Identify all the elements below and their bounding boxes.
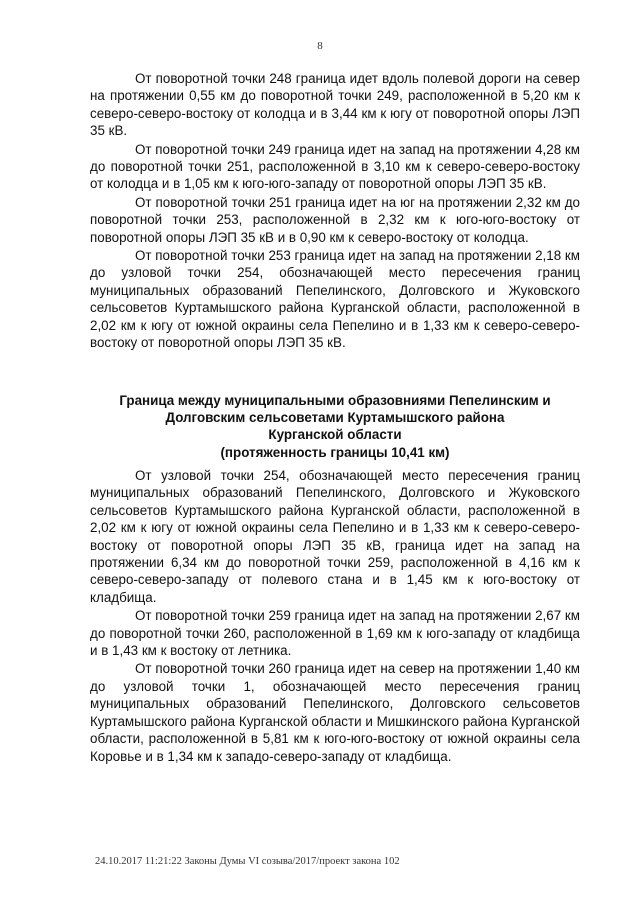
section-heading (90, 392, 580, 461)
document-footer: 24.10.2017 11:21:22 Законы Думы VI созыва/2017/проект закона 102 (95, 856, 400, 867)
paragraph: От поворотной точки 260 граница идет на север на протяжении 1,40 км до узловой точки 1, обозначающей место пересечения границ муниципальных образований Пепелинского, Долговского сельсоветов Куртамышского района Курганской области и Мишкинского района Курганской области, расположенной в 5,81 км к юго-юго-востоку от южной окраины села Коровье и в 1,34 км к западо-северо-западу от кладбища. (90, 661, 580, 764)
heading-line: Курганской области (268, 427, 402, 443)
paragraph: От поворотной точки 253 граница идет на запад на протяжении 2,18 км до узловой точки 254, обозначающей место пересечения границ муниципальных образований Пепелинского, Долговского и Жуковского сельсоветов Куртамышского района Курганской области, расположенной в 2,02 км к югу от южной окраины села Пепелино и в 1,33 км к северо-северо-востоку от поворотной опоры ЛЭП 35 кВ. (90, 248, 580, 351)
text-block-top (90, 70, 580, 353)
paragraph: От поворотной точки 251 граница идет на юг на протяжении 2,32 км до поворотной точки 253, расположенной в 2,32 км к юго-юго-востоку от поворотной опоры ЛЭП 35 кВ и в 0,90 км к северо-востоку от колодца. (90, 194, 580, 245)
paragraph: От поворотной точки 259 граница идет на запад на протяжении 2,67 км до поворотной точки 260, расположенной в 1,69 км к юго-западу от кладбища и в 1,43 км к востоку от летника. (90, 608, 580, 659)
paragraph: От поворотной точки 249 граница идет на запад на протяжении 4,28 км до поворотной точки 251, расположенной в 3,10 км к северо-северо-востоку от колодца и в 1,05 км к юго-юго-западу от поворотной опоры ЛЭП 35 кВ. (90, 141, 580, 192)
paragraph: От поворотной точки 248 граница идет вдоль полевой дороги на север на протяжении 0,55 км до поворотной точки 249, расположенной в 5,20 км к северо-северо-востоку от колодца и в 3,44 км к югу от поворотной опоры ЛЭП 35 кВ. (90, 71, 580, 139)
page-number: 8 (317, 40, 323, 52)
paragraph: От узловой точки 254, обозначающей место пересечения границ муниципальных образований Пепелинского, Долговского и Жуковского сельсоветов Куртамышского района Курганской области, расположенной в 2,02 км к югу от южной окраины села Пепелино и в 1,33 км к северо-северо-востоку от поворотной опоры ЛЭП 35 кВ, граница идет на запад на протяжении 6,34 км до поворотной точки 259, расположенной в 4,16 км к северо-северо-западу от полевого стана и в 1,45 км к юго-востоку от кладбища. (90, 468, 580, 605)
heading-line: (протяженность границы 10,41 км) (220, 444, 450, 460)
heading-line: Долговским сельсоветами Куртамышского района (165, 410, 505, 426)
heading-line: Граница между муниципальными образовниями Пепелинским и (119, 393, 551, 408)
text-block-bottom (90, 467, 580, 766)
